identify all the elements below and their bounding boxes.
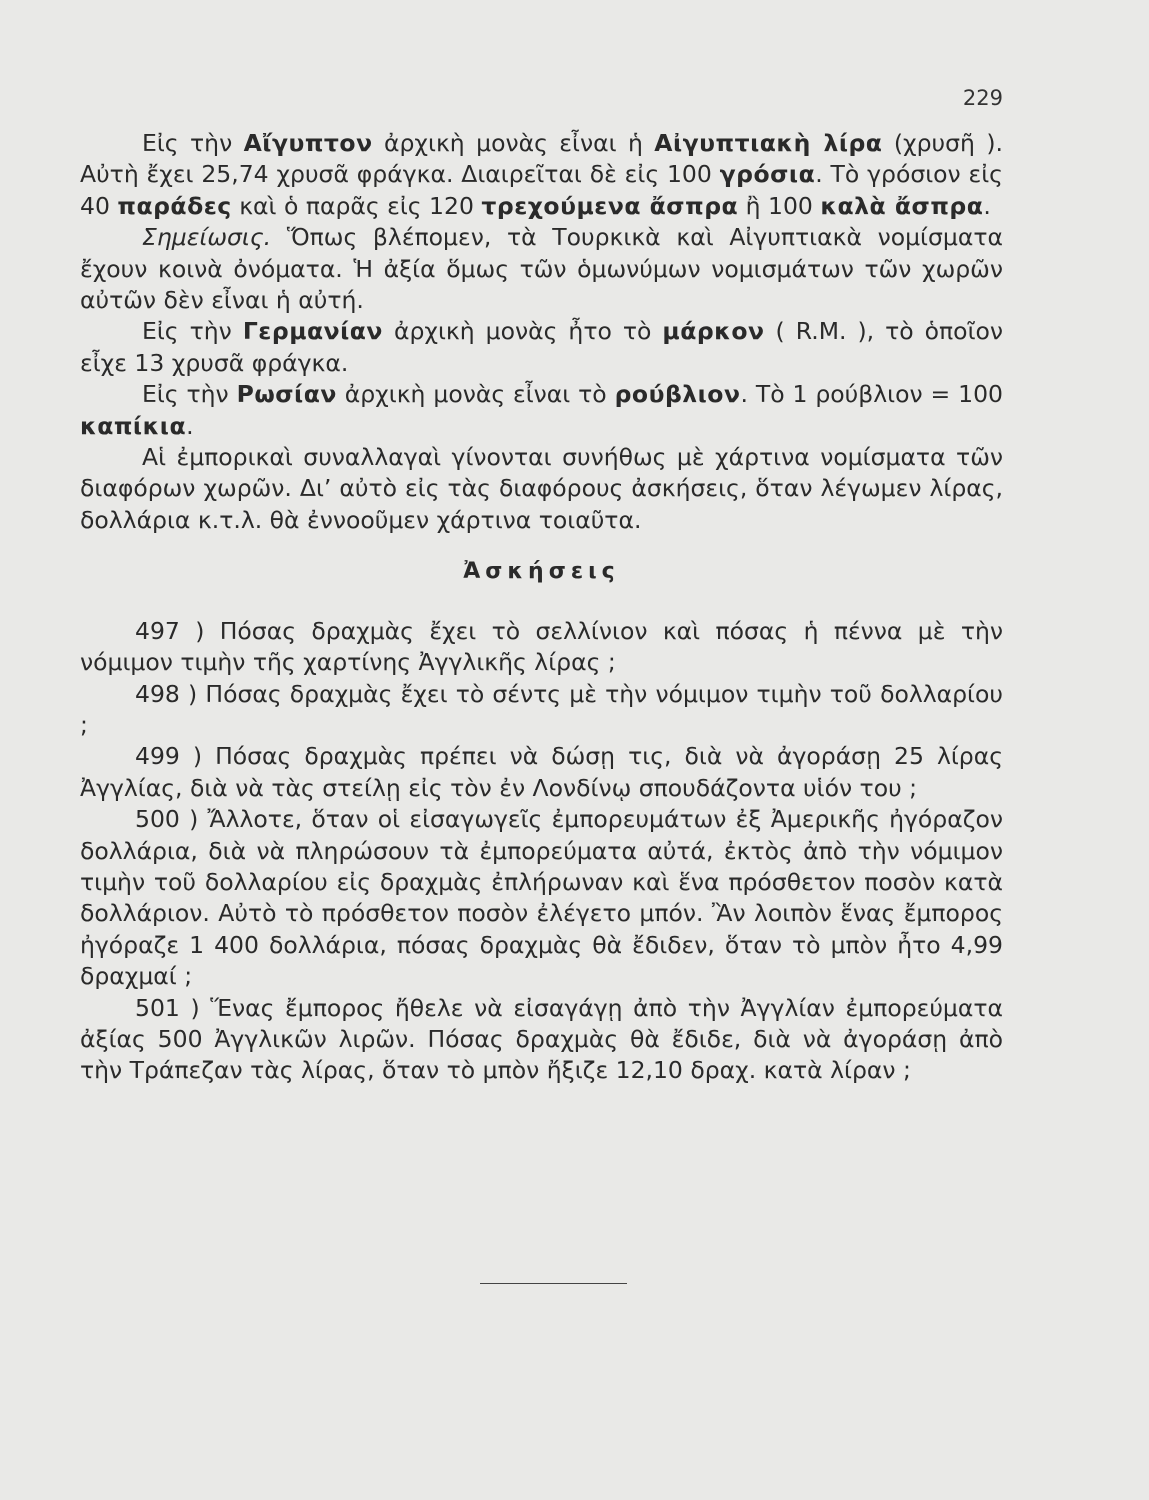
- exercise-501: 501 ) Ἕνας ἔμπορος ἤθελε νὰ εἰσαγάγῃ ἀπὸ τὴν Ἀγγλίαν ἐμπορεύματα ἀξίας 500 Ἀγγλικῶν λιρῶν. Πόσας δραχμὰς θὰ ἔδιδε, διὰ νὰ ἀγοράσῃ ἀπὸ τὴν Τράπεζαν τὰς λίρας, ὅταν τὸ μπὸν ἤξιζε 12,10 δραχ. κατὰ λίραν ;: [80, 993, 1003, 1085]
- term-egypt: Αἴγυπτον: [243, 129, 373, 157]
- term-egyptian-pound: Αἰγυπτιακὴ λίρα: [654, 129, 883, 157]
- term-parades: παράδες: [117, 191, 232, 220]
- exercise-498: 498 ) Πόσας δραχμὰς ἔχει τὸ σέντς μὲ τὴν νόμιμον τιμὴν τοῦ δολλαρίου ;: [80, 679, 1003, 739]
- text: Αἱ ἐμπορικαὶ συναλλαγαὶ γίνονται συνήθως μὲ χάρτινα νομίσματα τῶν διαφόρων χωρῶν. Δι’ αὐτὸ εἰς τὰς διαφόρους ἀσκήσεις, ὅταν λέγωμεν λίρας, δολλάρια κ.τ.λ. θὰ ἐννοοῦμεν χάρτινα τοιαῦτα.: [80, 443, 1003, 534]
- text: ἀρχικὴ μονὰς ἦτο τὸ: [382, 317, 663, 346]
- text: Εἰς τὴν: [142, 380, 237, 409]
- text: Εἰς τὴν: [142, 129, 244, 157]
- term-kopeks: καπίκια: [80, 411, 187, 440]
- paragraph-russia: [80, 379, 1003, 442]
- note-label: Σημείωσις.: [142, 223, 272, 252]
- text: . Τὸ 1 ρούβλιον = 100: [740, 380, 1003, 409]
- term-mark: μάρκον: [662, 317, 765, 346]
- text: Ὅπως βλέπομεν, τὰ Τουρκικὰ καὶ Αἰγυπτιακὰ νομίσματα ἔχουν κοινὰ ὀνόματα. Ἡ ἀξία ὅμως τῶν ὁμωνύμων νομισμάτων τῶν χωρῶν αὐτῶν δὲν εἶναι ἡ αὐτή.: [80, 223, 1003, 315]
- exercise-500: 500 ) Ἄλλοτε, ὅταν οἱ εἰσαγωγεῖς ἐμπορευμάτων ἐξ Ἀμερικῆς ἠγόραζον δολλάρια, διὰ νὰ πληρώσουν τὰ ἐμπορεύματα αὐτά, ἐκτὸς ἀπὸ τὴν νόμιμον τιμὴν τοῦ δολλαρίου εἰς δραχμὰς ἐπλήρωναν καὶ ἕνα πρόσθετον ποσὸν κατὰ δολλάριον. Αὐτὸ τὸ πρόσθετον ποσὸν ἐλέγετο μπόν. Ἂν λοιπὸν ἕνας ἔμπορος ἠγόραζε 1 400 δολλάρια, πόσας δραχμὰς θὰ ἔδιδεν, ὅταν τὸ μπὸν ἦτο 4,99 δραχμαί ;: [80, 805, 1003, 991]
- text: .: [186, 411, 194, 440]
- text: (χρυσῆ ). Αὐτὴ ἔχει 25,74 χρυσᾶ φράγκα. Διαιρεῖται δὲ εἰς 100: [80, 129, 1003, 189]
- paragraph-note: [80, 222, 1003, 316]
- term-trechoumena-aspra: τρεχούμενα ἄσπρα: [481, 191, 739, 220]
- end-rule: [480, 1283, 627, 1284]
- exercise-497: 497 ) Πόσας δραχμὰς ἔχει τὸ σελλίνιον καὶ πόσας ἡ πέννα μὲ τὴν νόμιμον τιμὴν τῆς χαρτίνης Ἀγγλικῆς λίρας ;: [80, 616, 1003, 677]
- exercises-heading: Ἀσκήσεις: [463, 559, 620, 585]
- text: ( R.M. ), τὸ ὁποῖον εἶχε 13 χρυσᾶ φράγκα.: [80, 317, 1004, 377]
- term-germany: Γερμανίαν: [242, 317, 383, 346]
- text: .: [983, 191, 991, 220]
- paragraph-germany: [80, 316, 1003, 379]
- text: ἀρχικὴ μονὰς εἶναι ἡ: [372, 129, 655, 157]
- text: ἀρχικὴ μονὰς εἶναι τὸ: [336, 380, 615, 409]
- term-russia: Ρωσίαν: [236, 380, 337, 409]
- term-kala-aspra: καλὰ ἄσπρα: [820, 191, 984, 220]
- page-body: [80, 128, 1003, 1087]
- text: καὶ ὁ παρᾶς εἰς 120: [231, 191, 482, 220]
- paragraph-egypt: [80, 128, 1003, 222]
- term-grosia: γρόσια: [719, 160, 816, 189]
- text: . Τὸ γρόσιον εἰς 40: [80, 160, 1003, 220]
- paragraph-paper-money: [80, 442, 1003, 536]
- term-rouble: ρούβλιον: [614, 380, 741, 409]
- text: Εἰς τὴν: [142, 317, 243, 346]
- exercise-499: 499 ) Πόσας δραχμὰς πρέπει νὰ δώσῃ τις, διὰ νὰ ἀγοράσῃ 25 λίρας Ἀγγλίας, διὰ νὰ τὰς στείλῃ εἰς τὸν ἐν Λονδίνῳ σπουδάζοντα υἱόν του ;: [80, 742, 1003, 802]
- text: ἢ 100: [738, 191, 821, 220]
- page-number: 229: [962, 86, 1003, 110]
